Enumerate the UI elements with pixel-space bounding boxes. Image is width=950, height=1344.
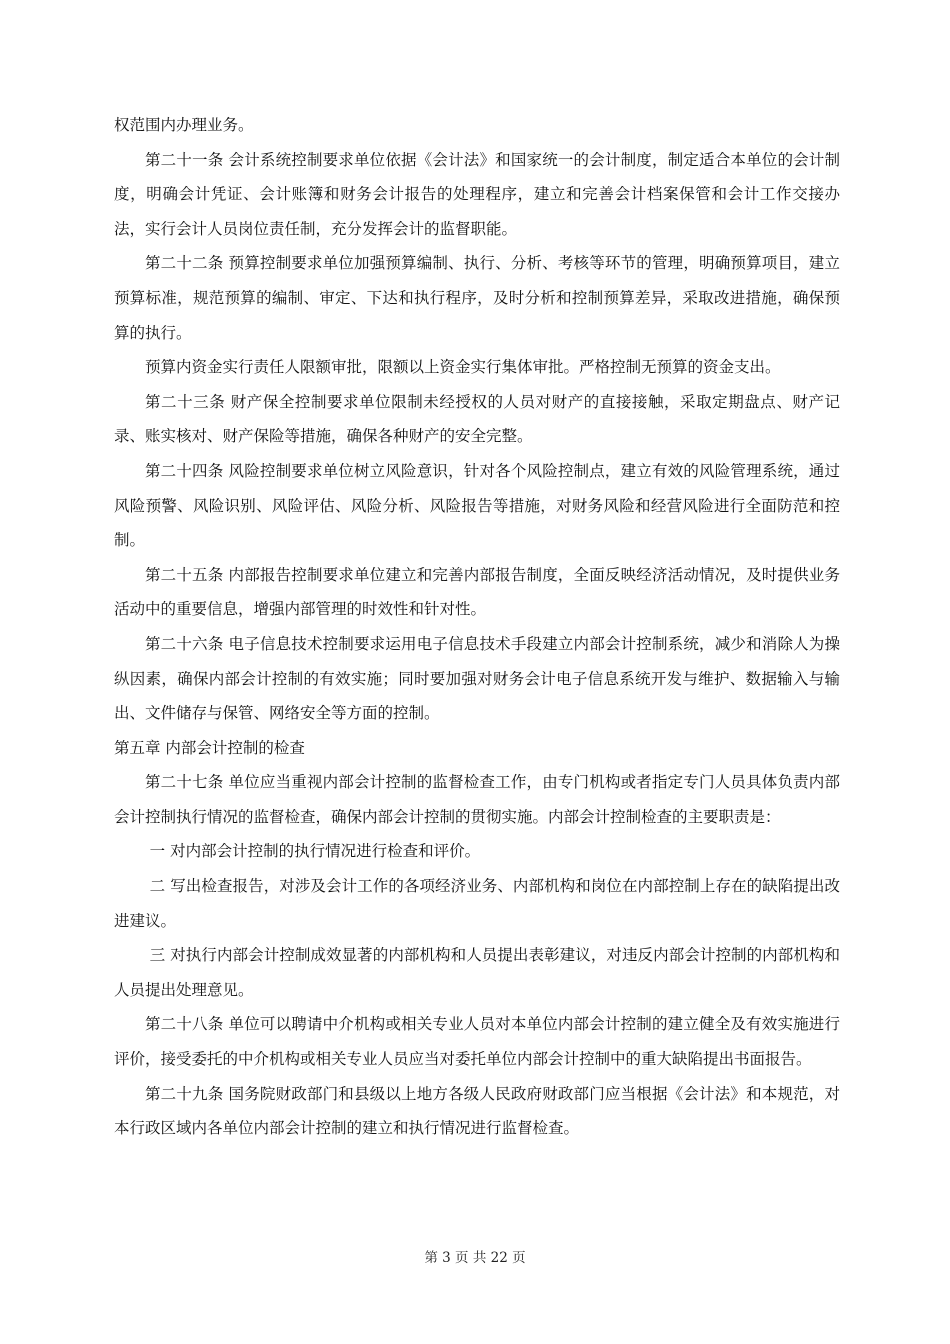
article-29: 第二十九条 国务院财政部门和县级以上地方各级人民政府财政部门应当根据《会计法》和本规范，对本行政区域内各单位内部会计控制的建立和执行情况进行监督检查。 — [114, 1084, 840, 1138]
article-27-item-2: 二 写出检查报告，对涉及会计工作的各项经济业务、内部机构和岗位在内部控制上存在的缺陷提出改进建议。 — [114, 877, 840, 930]
chapter-5-heading: 第五章 内部会计控制的检查 — [114, 738, 305, 757]
article-27: 第二十七条 单位应当重视内部会计控制的监督检查工作，由专门机构或者指定专门人员具体负责内部会计控制执行情况的监督检查，确保内部会计控制的贯彻实施。内部会计控制检查的主要职责是： — [114, 773, 840, 826]
article-21: 第二十一条 会计系统控制要求单位依据《会计法》和国家统一的会计制度，制定适合本单位的会计制度，明确会计凭证、会计账簿和财务会计报告的处理程序，建立和完善会计档案保管和会计工作交接办法，实行会计人员岗位责任制，充分发挥会计的监督职能。 — [114, 150, 840, 238]
article-27-item-1: 一 对内部会计控制的执行情况进行检查和评价。 — [149, 842, 481, 861]
article-22: 第二十二条 预算控制要求单位加强预算编制、执行、分析、考核等环节的管理，明确预算项目，建立预算标准，规范预算的编制、审定、下达和执行程序，及时分析和控制预算差异，采取改进措施，确保预算的执行。 — [114, 254, 840, 342]
article-24: 第二十四条 风险控制要求单位树立风险意识，针对各个风险控制点，建立有效的风险管理系统，通过风险预警、风险识别、风险评估、风险分析、风险报告等措施，对财务风险和经营风险进行全面防范和控制。 — [114, 461, 840, 550]
article-22-paragraph-2: 预算内资金实行责任人限额审批，限额以上资金实行集体审批。严格控制无预算的资金支出。 — [145, 358, 781, 377]
article-28: 第二十八条 单位可以聘请中介机构或相关专业人员对本单位内部会计控制的建立健全及有效实施进行评价，接受委托的中介机构或相关专业人员应当对委托单位内部会计控制中的重大缺陷提出书面报告。 — [114, 1015, 840, 1069]
page-number-footer: 第 3 页 共 22 页 — [424, 1250, 526, 1266]
document-body — [114, 108, 840, 1146]
article-25: 第二十五条 内部报告控制要求单位建立和完善内部报告制度，全面反映经济活动情况，及时提供业务活动中的重要信息，增强内部管理的时效性和针对性。 — [114, 565, 840, 619]
article-23: 第二十三条 财产保全控制要求单位限制未经授权的人员对财产的直接接触，采取定期盘点、财产记录、账实核对、财产保险等措施，确保各种财产的安全完整。 — [114, 392, 840, 446]
article-26: 第二十六条 电子信息技术控制要求运用电子信息技术手段建立内部会计控制系统，减少和消除人为操纵因素，确保内部会计控制的有效实施；同时要加强对财务会计电子信息系统开发与维护、数据输入与输出、文件储存与保管、网络安全等方面的控制。 — [114, 634, 840, 723]
article-27-item-3: 三 对执行内部会计控制成效显著的内部机构和人员提出表彰建议，对违反内部会计控制的内部机构和人员提出处理意见。 — [114, 946, 840, 999]
paragraph-continuation: 权范围内办理业务。 — [114, 116, 254, 134]
